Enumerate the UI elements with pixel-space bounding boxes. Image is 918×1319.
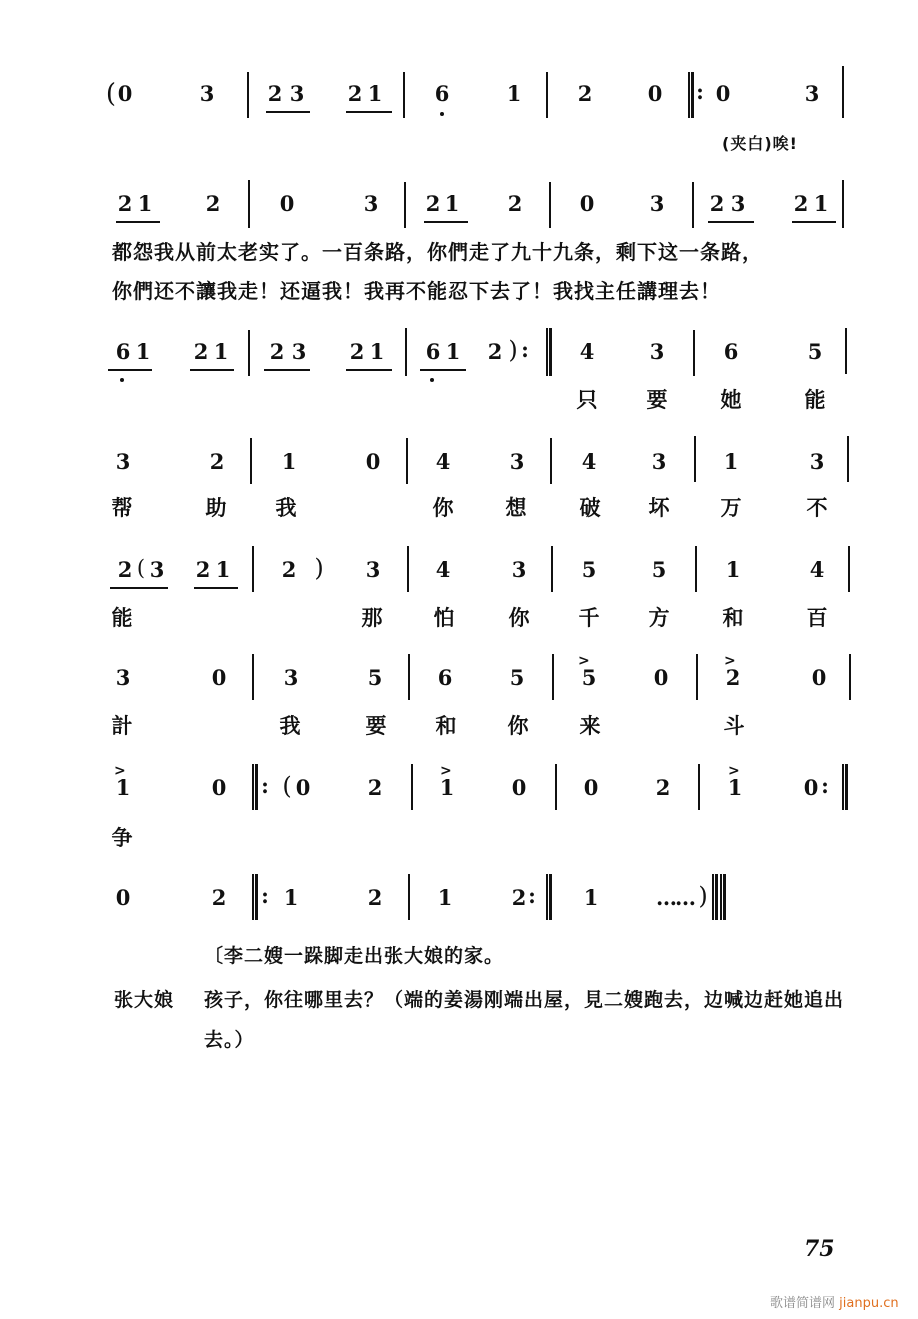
note: 3 [283,665,299,690]
note: 3 [149,557,165,582]
note: 0 [295,775,311,800]
speaker-name: 张大娘 [114,989,175,1011]
barline [552,654,554,700]
barline [842,66,844,118]
note: 1 [444,191,460,216]
lyric: 那 [361,606,383,630]
lyric: 破 [579,496,601,520]
accent-mark-icon: > [440,763,452,779]
watermark-cn: 歌谱简谱网 [770,1296,836,1311]
lyric: 来 [579,714,601,738]
barline [408,874,410,920]
eighth-underline [792,221,836,223]
note: 5 [509,665,525,690]
lyric: 她 [720,388,742,412]
barline [555,764,557,810]
eighth-underline [194,587,238,589]
note: 2 [425,191,441,216]
note: 3 [365,557,381,582]
note: 1 [135,339,151,364]
lyric: 助 [205,496,227,520]
lyric: 不 [806,496,828,520]
lyric: 你 [508,606,530,630]
barline [411,764,413,810]
note: 2 [117,191,133,216]
note: 2 [577,81,593,106]
note: 1 [445,339,461,364]
accent-mark-icon: > [728,763,740,779]
note: 3 [730,191,746,216]
repeat-start-barline [252,874,258,920]
repeat-colon: : [521,337,529,362]
note: 2 [281,557,297,582]
note: 0 [653,665,669,690]
barline [549,182,551,228]
note: 0 [715,81,731,106]
eighth-underline [264,369,310,371]
note: 3 [804,81,820,106]
note: 3 [651,449,667,474]
note: 2 [655,775,671,800]
note: 0 [511,775,527,800]
eighth-underline [708,221,754,223]
barline [406,438,408,484]
note: 6 [723,339,739,364]
repeat-start-barline [688,72,694,118]
low-octave-dot [430,378,434,382]
spoken-annotation: (夹白)唉! [722,134,798,153]
eighth-underline [420,369,466,371]
note: 1 [813,191,829,216]
repeat-end-barline [546,874,552,920]
watermark-en: jianpu.cn [839,1296,899,1311]
spoken-line-2: 你們还不讓我走！还逼我！我再不能忍下去了！我找主任講理去！ [112,279,721,303]
barline [551,546,553,592]
lyric: 你 [507,714,529,738]
barline [403,72,405,118]
continuation-dots: …… [656,885,694,910]
note: 5 [367,665,383,690]
open-paren: ( [282,772,292,800]
note: 2 [511,885,527,910]
barline [696,654,698,700]
note: 1 [506,81,522,106]
repeat-colon: : [528,883,536,908]
eighth-underline [424,221,468,223]
lyric: 只 [576,388,598,412]
lyric: 方 [648,606,670,630]
note: 1 [369,339,385,364]
barline [404,182,406,228]
note: 1 [213,339,229,364]
close-paren: ) [508,336,518,364]
note: 3 [291,339,307,364]
lyric: 争 [111,826,133,850]
lyric: 我 [275,496,297,520]
repeat-end-barline [546,328,552,376]
watermark [770,1292,899,1311]
final-barline [720,874,726,920]
page-number: 75 [804,1236,835,1262]
close-paren: ) [698,882,708,910]
note: 5 [581,557,597,582]
note: 0 [579,191,595,216]
note: 2 [209,449,225,474]
note: 2 [211,885,227,910]
barline [842,180,844,228]
note: 2 [117,557,133,582]
note: 1 [727,775,743,800]
final-barline [712,874,718,920]
spoken-line-1: 都怨我从前太老实了。一百条路，你們走了九十九条，剩下这一条路， [112,240,763,264]
barline [849,654,851,700]
note: 1 [725,557,741,582]
stage-direction: 〔李二嫂一跺脚走出张大娘的家。 [204,945,505,967]
barline [252,654,254,700]
note: 3 [649,339,665,364]
lyric: 和 [435,714,457,738]
barline [250,438,252,484]
lyric: 怕 [433,606,455,630]
barline [692,182,694,228]
note: 1 [137,191,153,216]
repeat-colon: : [821,773,829,798]
note: 0 [583,775,599,800]
note: 3 [289,81,305,106]
lyric: 坏 [648,496,670,520]
note: 2 [725,665,741,690]
close-paren: ) [314,554,324,582]
note: 2 [195,557,211,582]
barline [694,436,696,482]
lyric: 要 [646,388,668,412]
accent-mark-icon: > [114,763,126,779]
note: 6 [115,339,131,364]
barline [247,72,249,118]
lyric: 能 [804,388,826,412]
accent-mark-icon: > [724,653,736,669]
note: 5 [651,557,667,582]
note: 1 [367,81,383,106]
note: 1 [281,449,297,474]
note: 2 [709,191,725,216]
repeat-colon: : [261,883,269,908]
note: 3 [511,557,527,582]
note: 2 [205,191,221,216]
low-octave-dot [440,112,444,116]
note: 0 [211,775,227,800]
note: 2 [507,191,523,216]
lyric: 万 [720,496,742,520]
note: 3 [199,81,215,106]
barline [252,546,254,592]
repeat-colon: : [696,79,704,104]
note: 4 [435,449,451,474]
note: 1 [283,885,299,910]
note: 2 [193,339,209,364]
note: 2 [487,339,503,364]
repeat-start-barline [252,764,258,810]
open-paren: ( [105,79,117,109]
note: 0 [279,191,295,216]
note: 6 [437,665,453,690]
barline [847,436,849,482]
note: 1 [437,885,453,910]
note: 5 [807,339,823,364]
eighth-underline [108,369,152,371]
barline [693,330,695,376]
note: 1 [723,449,739,474]
eighth-underline [266,111,310,113]
note: 5 [581,665,597,690]
note: 3 [363,191,379,216]
barline [546,72,548,118]
note: 3 [115,665,131,690]
note: 0 [365,449,381,474]
repeat-colon: : [261,773,269,798]
note: 2 [347,81,363,106]
eighth-underline [346,111,392,113]
note: 0 [811,665,827,690]
barline [695,546,697,592]
lyric: 要 [365,714,387,738]
note: 1 [439,775,455,800]
lyric: 和 [722,606,744,630]
barline [248,180,250,228]
barline [550,438,552,484]
accent-mark-icon: > [578,653,590,669]
note: 2 [349,339,365,364]
lyric: 百 [806,606,828,630]
note: 1 [215,557,231,582]
dialogue-line-1: 孩子，你往哪里去？（端的姜湯刚端出屋，見二嫂跑去，边喊边赶她追出 [204,989,845,1011]
eighth-underline [116,221,160,223]
note: 2 [267,81,283,106]
note: 4 [579,339,595,364]
barline [248,330,250,376]
low-octave-dot [120,378,124,382]
lyric: 我 [279,714,301,738]
dialogue-line-2: 去。） [204,1029,255,1051]
note: 0 [117,81,133,106]
lyric: 想 [505,496,527,520]
barline [407,546,409,592]
note: 3 [649,191,665,216]
note: 3 [809,449,825,474]
note: 1 [115,775,131,800]
eighth-underline [190,369,234,371]
note: 2 [269,339,285,364]
barline [698,764,700,810]
barline [408,654,410,700]
note: 3 [509,449,525,474]
note: 0 [647,81,663,106]
note: 0 [803,775,819,800]
repeat-end-barline [842,764,848,810]
open-paren: ( [136,556,146,580]
note: 0 [211,665,227,690]
barline [845,328,847,374]
note: 2 [793,191,809,216]
note: 2 [367,885,383,910]
lyric: 帮 [111,496,133,520]
note: 0 [115,885,131,910]
barline [848,546,850,592]
eighth-underline [110,587,168,589]
note: 6 [434,81,450,106]
note: 4 [581,449,597,474]
note: 3 [115,449,131,474]
eighth-underline [346,369,392,371]
note: 4 [809,557,825,582]
lyric: 千 [578,606,600,630]
note: 4 [435,557,451,582]
barline [405,328,407,376]
lyric: 斗 [723,714,745,738]
lyric: 能 [111,606,133,630]
note: 2 [367,775,383,800]
lyric: 計 [111,714,133,738]
note: 1 [583,885,599,910]
lyric: 你 [432,496,454,520]
note: 6 [425,339,441,364]
